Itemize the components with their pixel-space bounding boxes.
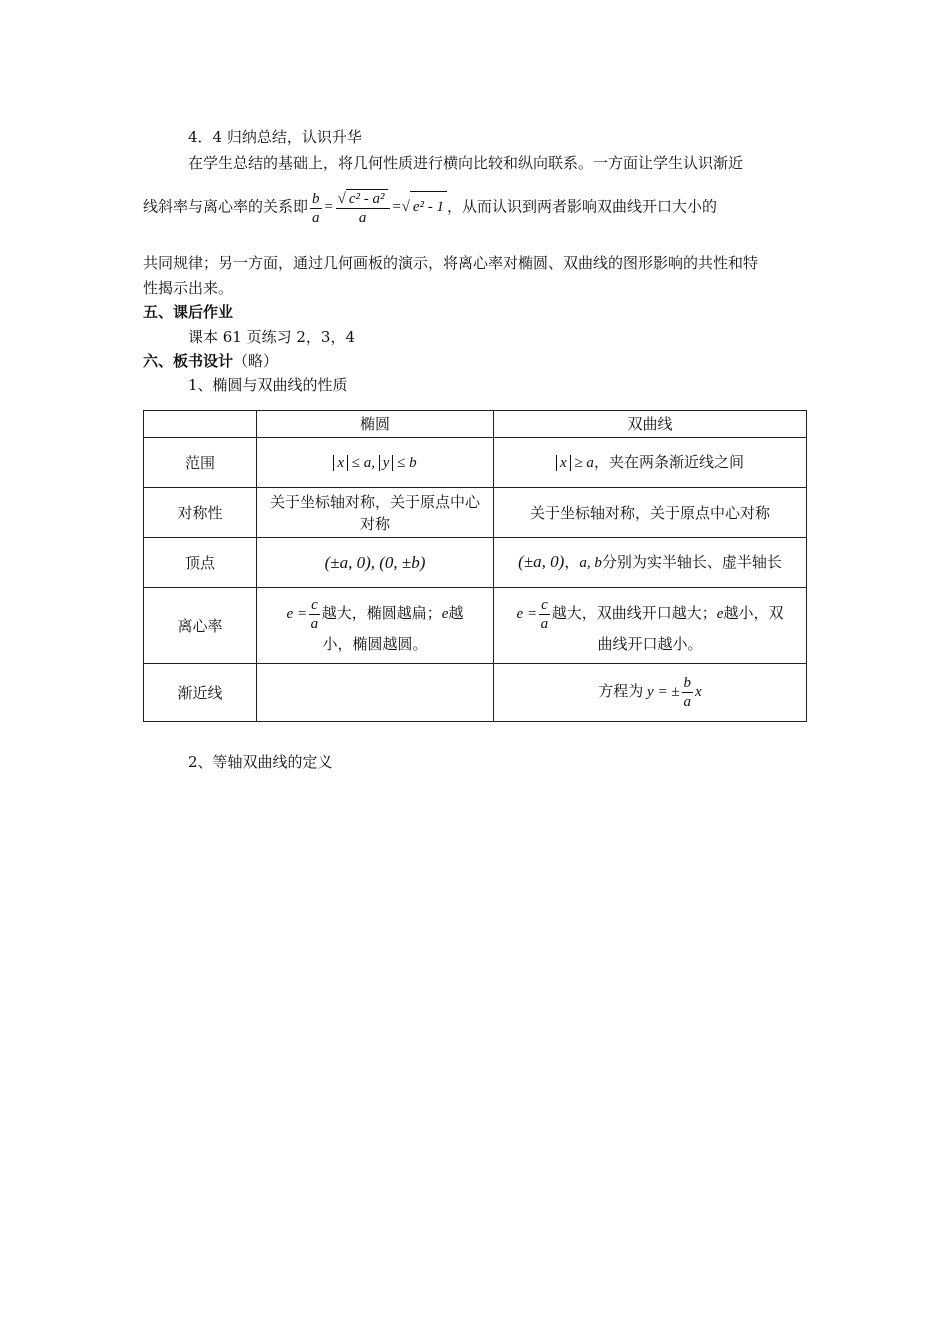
row-label-symmetry: 对称性 <box>144 488 257 538</box>
row-label-range: 范围 <box>144 438 257 488</box>
paragraph-line-1: 在学生总结的基础上，将几何性质进行横向比较和纵向联系。一方面让学生认识渐近 <box>188 154 744 172</box>
ellipse-eccentricity: e = $\frac{c}{a}$ 越大，椭圆越扁；e越 小，椭圆越圆。 <box>257 588 494 664</box>
table-header-ellipse: 椭圆 <box>257 411 494 438</box>
hyperbola-ecc-text-c: 曲线开口越小。 <box>597 635 703 653</box>
ellipse-symmetry: 关于坐标轴对称，关于原点中心对称 <box>257 488 494 538</box>
ellipse-vertex-formula: (±a, 0), (0, ±b) <box>257 538 494 588</box>
ellipse-asymptote-empty <box>257 664 494 722</box>
hyperbola-asymptote: 方程为 y = ± $\frac{b}{a}$ x <box>494 664 807 722</box>
hyperbola-asymptote-text: 方程为 <box>598 681 644 700</box>
ellipse-ecc-text-a: 越大，椭圆越扁； <box>321 603 442 622</box>
board-item-2: 2、等轴双曲线的定义 <box>188 753 333 771</box>
hyperbola-range: x ≥ a，夹在两条渐近线之间 <box>494 438 807 488</box>
ellipse-ecc-text-c: 小，椭圆越圆。 <box>322 635 428 653</box>
paragraph-line-4: 性揭示出来。 <box>143 279 234 297</box>
ellipse-ecc-text-b: 越 <box>448 603 464 622</box>
section-6-heading-bold: 六、板书设计 <box>143 352 234 370</box>
section-6-heading-note: （略） <box>233 352 279 370</box>
paragraph-line-3: 共同规律；另一方面，通过几何画板的演示，将离心率对椭圆、双曲线的图形影响的共性和特 <box>143 254 759 272</box>
ellipse-hyperbola-table <box>143 410 807 722</box>
hyperbola-symmetry: 关于坐标轴对称，关于原点中心对称 <box>494 488 807 538</box>
table-row-range <box>144 438 807 488</box>
hyperbola-ecc-text-a: 越大，双曲线开口越大； <box>551 603 717 622</box>
hyperbola-vertex-text: 分别为实半轴长、虚半轴长 <box>601 553 782 571</box>
slope-eccentricity-formula: $\frac{b}{a}$ = $\frac{\text{√ c² - a²}}{a}$ =√ e² - 1 <box>308 199 447 215</box>
table-header-empty <box>144 411 257 438</box>
hyperbola-vertex: (±a, 0)，a, b分别为实半轴长、虚半轴长 <box>494 538 807 588</box>
row-label-vertex: 顶点 <box>144 538 257 588</box>
row-label-asymptote: 渐近线 <box>144 664 257 722</box>
section-6-heading <box>143 351 278 371</box>
board-item-1: 1、椭圆与双曲线的性质 <box>188 376 348 394</box>
table-row-asymptote <box>144 664 807 722</box>
table-row-symmetry <box>144 488 807 538</box>
table-header-hyperbola: 双曲线 <box>494 411 807 438</box>
table-row-eccentricity <box>144 588 807 664</box>
row-label-eccentricity: 离心率 <box>144 588 257 664</box>
section-4-4-heading: 4．4 归纳总结，认识升华 <box>188 128 362 146</box>
hyperbola-ecc-text-b: 越小，双 <box>723 603 784 622</box>
ellipse-range-formula: x ≤ a, y ≤ b <box>257 438 494 488</box>
hyperbola-range-text: ，夹在两条渐近线之间 <box>593 453 744 471</box>
paragraph-line-2-suffix: ，从而认识到两者影响双曲线开口大小的 <box>447 197 718 216</box>
table-row-vertex <box>144 538 807 588</box>
table-header-row <box>144 411 807 438</box>
paragraph-line-2-prefix: 线斜率与离心率的关系即 <box>143 197 309 216</box>
section-5-heading: 五、课后作业 <box>143 303 234 321</box>
paragraph-line-2 <box>143 189 717 227</box>
hyperbola-eccentricity: e = $\frac{c}{a}$ 越大，双曲线开口越大；e越小，双 曲线开口越小。 <box>494 588 807 664</box>
homework-content: 课本 61 页练习 2，3，4 <box>188 328 356 346</box>
